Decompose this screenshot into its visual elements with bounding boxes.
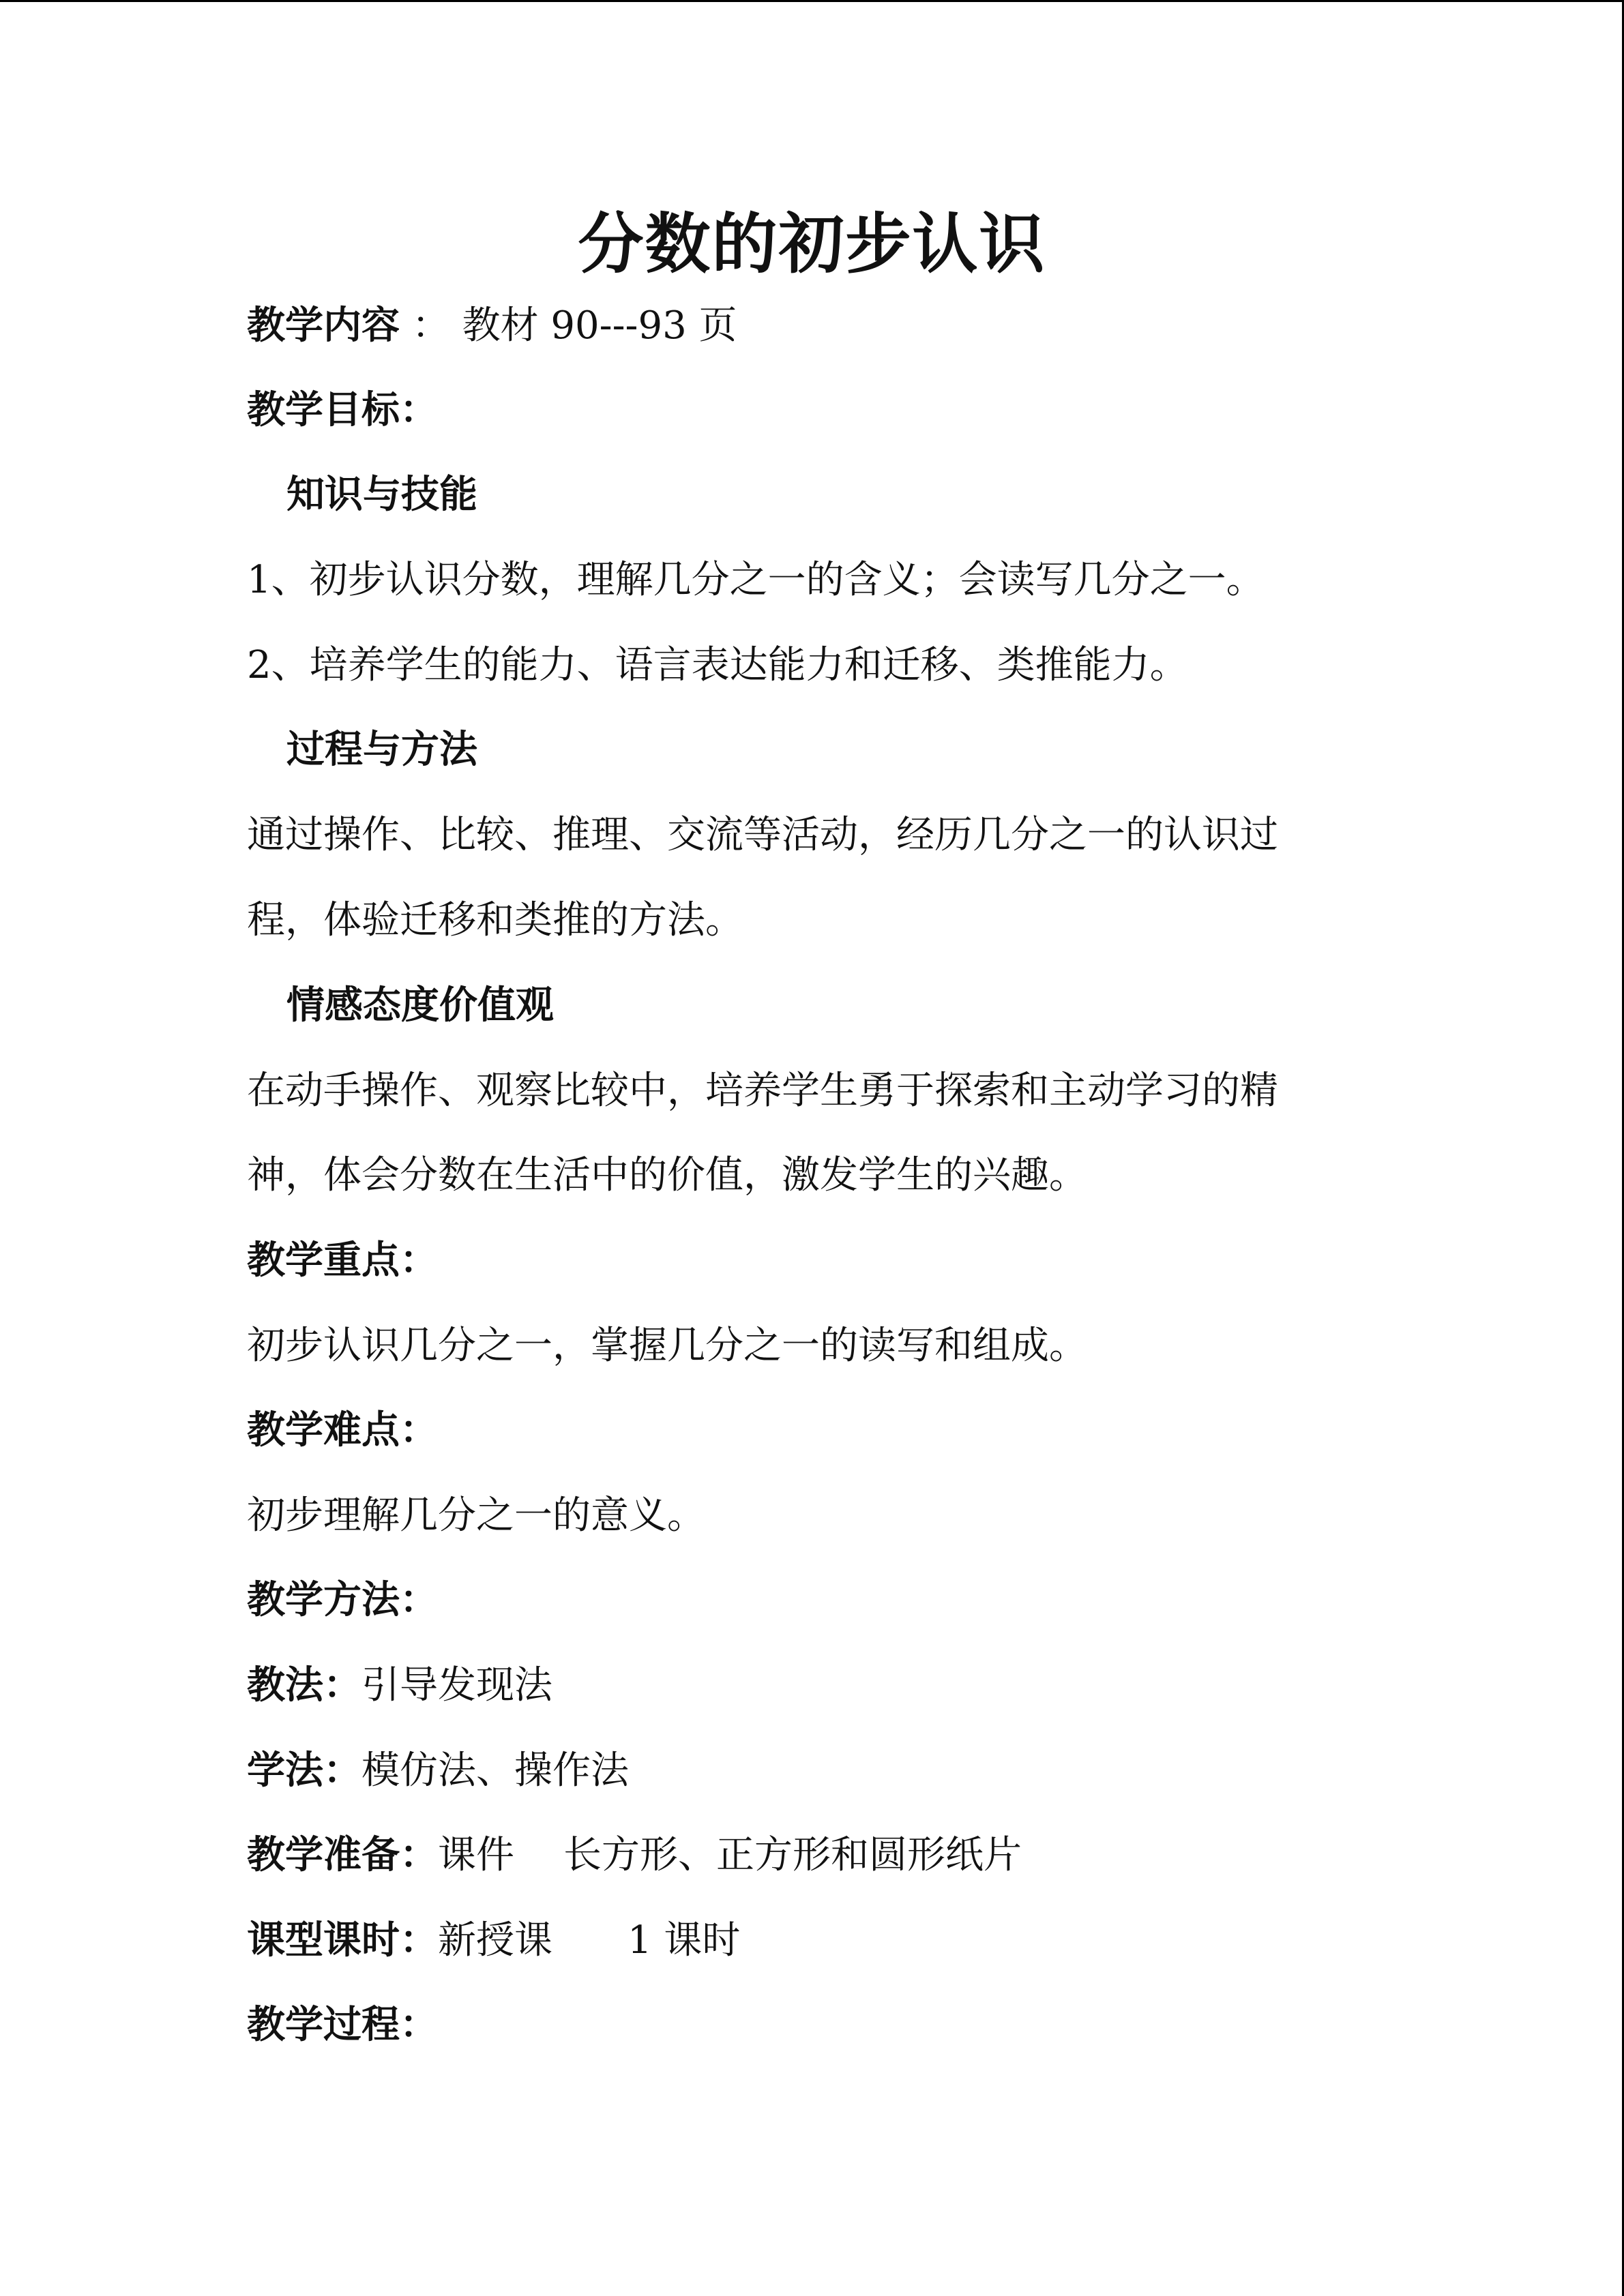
knowledge-heading: 知识与技能 <box>286 473 477 517</box>
key-point-label: 教学重点： <box>247 1238 438 1283</box>
prep-item-2: 长方形、正方形和圆形纸片 <box>563 1833 1022 1877</box>
emotion-line-1: 在动手操作、观察比较中，培养学生勇于探索和主动学习的精 <box>247 1069 1278 1113</box>
difficulty-label: 教学难点： <box>247 1408 438 1452</box>
teaching-method-value: 引导发现法 <box>361 1663 552 1708</box>
prep-item-1: 课件 <box>438 1833 514 1877</box>
process-line-2: 程，体验迁移和类推的方法。 <box>247 898 743 942</box>
process-steps-label: 教学过程： <box>247 2003 438 2047</box>
content-label: 教学内容 <box>247 303 400 348</box>
knowledge-item-2: 2、培养学生的能力、语言表达能力和迁移、类推能力。 <box>247 643 1188 687</box>
page-border-top <box>0 0 1624 2</box>
knowledge-item-1: 1、初步认识分数，理解几分之一的含义；会读写几分之一。 <box>247 558 1265 602</box>
process-line-1: 通过操作、比较、推理、交流等活动，经历几分之一的认识过 <box>247 813 1278 857</box>
content-line <box>247 299 1372 353</box>
document-title: 分数的初步认识 <box>578 206 1046 282</box>
learning-method-label: 学法： <box>247 1748 361 1793</box>
lesson-type-label: 课型课时： <box>247 1918 438 1963</box>
emotion-heading: 情感态度价值观 <box>286 983 554 1028</box>
teaching-method-line <box>247 1658 1372 1713</box>
prep-label: 教学准备： <box>247 1833 438 1877</box>
methods-label: 教学方法： <box>247 1578 438 1622</box>
lesson-type-line <box>247 1913 1372 1968</box>
learning-method-line <box>247 1744 1372 1798</box>
lesson-type-value: 新授课 <box>438 1918 552 1963</box>
key-point-text: 初步认识几分之一，掌握几分之一的读写和组成。 <box>247 1324 1087 1368</box>
learning-method-value: 模仿法、操作法 <box>361 1748 629 1793</box>
lesson-hours-value: 1 课时 <box>628 1918 741 1963</box>
emotion-line-2: 神，体会分数在生活中的价值，激发学生的兴趣。 <box>247 1153 1087 1197</box>
goals-label: 教学目标： <box>247 388 438 432</box>
process-heading: 过程与方法 <box>286 728 477 772</box>
content-value: 教材 90---93 页 <box>462 303 737 348</box>
content-separator: ： <box>400 303 450 348</box>
teaching-method-label: 教法： <box>247 1663 361 1708</box>
difficulty-text: 初步理解几分之一的意义。 <box>247 1493 705 1538</box>
prep-line <box>247 1828 1372 1883</box>
